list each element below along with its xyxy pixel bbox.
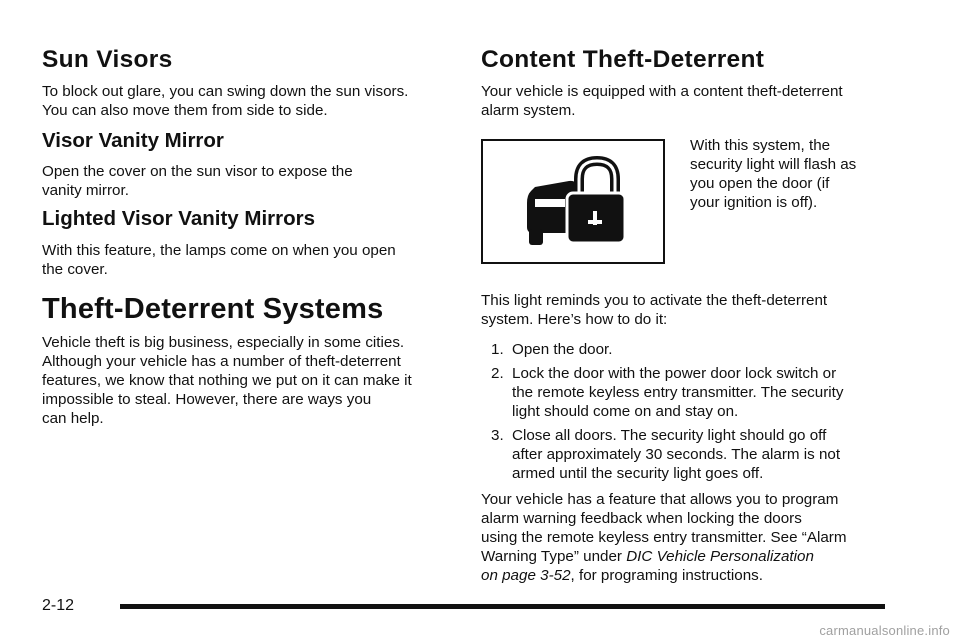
step-1-line-1: Open the door. [512, 341, 613, 358]
step-2-line-2: the remote keyless entry transmitter. The security [512, 384, 844, 401]
page-number: 2-12 [42, 597, 75, 614]
step-number-3: 3. [491, 427, 504, 444]
watermark: carmanualsonline.info [819, 623, 950, 638]
reminder-text-line-2: system. Here’s how to do it: [481, 311, 668, 328]
step-2-line-3: light should come on and stay on. [512, 403, 739, 420]
feedback-ref-prefix: Warning Type” under [481, 548, 627, 565]
sun-visors-text-line-2: You can also move them from side to side. [42, 102, 328, 119]
theft-systems-text-line-3: features, we know that nothing we put on it can make it [42, 372, 412, 389]
security-light-icon [483, 141, 663, 262]
lighted-mirrors-text-line-1: With this feature, the lamps come on when you open [42, 242, 396, 259]
sun-visors-text-line-1: To block out glare, you can swing down the sun visors. [42, 83, 409, 100]
step-number-2: 2. [491, 365, 504, 382]
section-title-content-theft-deterrent: Content Theft-Deterrent [481, 46, 765, 73]
step-3-line-2: after approximately 30 seconds. The alarm is not [512, 446, 841, 463]
theft-systems-text-line-4: impossible to steal. However, there are ways you [42, 391, 372, 408]
content-theft-side-line-1: With this system, the [690, 137, 831, 154]
step-2-line-1: Lock the door with the power door lock switch or [512, 365, 837, 382]
content-theft-intro-line-1: Your vehicle is equipped with a content theft-deterrent [481, 83, 843, 100]
security-light-figure [481, 139, 665, 264]
content-theft-side-line-2: security light will flash as [690, 156, 857, 173]
step-3-line-1: Close all doors. The security light should go off [512, 427, 827, 444]
dic-vehicle-personalization-link[interactable]: DIC Vehicle Personalization [626, 548, 814, 565]
footer-rule [120, 604, 885, 609]
section-title-lighted-vanity-mirrors: Lighted Visor Vanity Mirrors [42, 207, 316, 230]
feedback-text-line-2: alarm warning feedback when locking the doors [481, 510, 802, 527]
step-3-line-3: armed until the security light goes off. [512, 465, 764, 482]
feedback-text-line-3: using the remote keyless entry transmitter. See “Alarm [481, 529, 847, 546]
section-title-theft-deterrent-systems: Theft-Deterrent Systems [42, 293, 384, 325]
step-number-1: 1. [491, 341, 504, 358]
theft-systems-text-line-1: Vehicle theft is big business, especially in some cities. [42, 334, 405, 351]
reminder-text-line-1: This light reminds you to activate the theft-deterrent [481, 292, 828, 309]
lighted-mirrors-text-line-2: the cover. [42, 261, 108, 278]
feedback-text-line-5 [481, 566, 763, 586]
section-title-visor-vanity-mirror: Visor Vanity Mirror [42, 129, 224, 152]
feedback-text-line-1: Your vehicle has a feature that allows you to program [481, 491, 839, 508]
theft-systems-text-line-2: Although your vehicle has a number of theft-deterrent [42, 353, 401, 370]
page-reference-link[interactable]: on page 3-52 [481, 567, 571, 584]
feedback-text-line-4 [481, 547, 814, 567]
feedback-ref-suffix: , for programing instructions. [570, 567, 763, 584]
theft-systems-text-line-5: can help. [42, 410, 104, 427]
content-theft-intro-line-2: alarm system. [481, 102, 576, 119]
vanity-mirror-text-line-1: Open the cover on the sun visor to expose the [42, 163, 353, 180]
content-theft-side-line-3: you open the door (if [690, 175, 830, 192]
content-theft-side-line-4: your ignition is off). [690, 194, 818, 211]
section-title-sun-visors: Sun Visors [42, 46, 173, 73]
vanity-mirror-text-line-2: vanity mirror. [42, 182, 129, 199]
